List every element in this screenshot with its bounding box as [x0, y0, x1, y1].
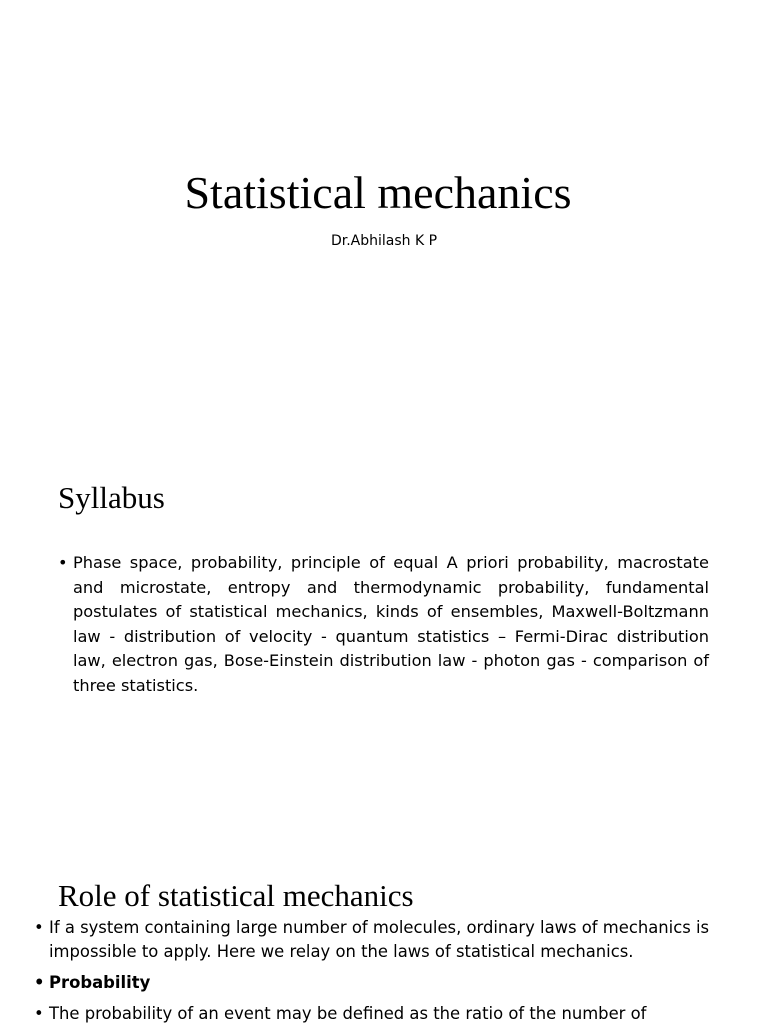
role-bullet-list: [34, 916, 749, 1033]
bullet-icon: •: [34, 973, 45, 992]
probability-bullet-item: [34, 971, 749, 995]
probability-definition-item: [34, 1002, 749, 1026]
title-slide: [0, 0, 768, 430]
role-bullet-text: If a system containing large number of molecules, ordinary laws of mechanics is impossible to apply. Here we relay on the laws of statistical mechanics.: [49, 918, 710, 961]
role-heading: Role of statistical mechanics: [58, 878, 414, 913]
syllabus-bullet-list: [58, 551, 709, 699]
syllabus-slide: [0, 430, 768, 850]
author-subtitle: Dr.Abhilash K P: [330, 233, 438, 249]
probability-bullet-text: Probability: [49, 973, 151, 992]
syllabus-bullet-text: Phase space, probability, principle of equal A priori probability, macrostate and microstate, entropy and thermodynamic probability, fundamental postulates of statistical mechanics, kinds of ensembles, Maxwell-Boltzmann law - distribution of velocity - quantum statistics – Fermi-Dirac distribution law, electron gas, Bose-Einstein distribution law - photon gas - comparison of three statistics.: [73, 553, 709, 695]
role-bullet-item: [34, 916, 749, 964]
role-slide: [0, 850, 768, 1024]
bullet-icon: •: [34, 1004, 44, 1023]
bullet-icon: •: [34, 918, 44, 937]
syllabus-heading: Syllabus: [58, 480, 165, 515]
presentation-title: Statistical mechanics: [184, 167, 572, 218]
syllabus-bullet-item: [58, 551, 709, 699]
bullet-icon: •: [58, 553, 68, 572]
probability-definition-text: The probability of an event may be defined as the ratio of the number of: [49, 1004, 647, 1023]
